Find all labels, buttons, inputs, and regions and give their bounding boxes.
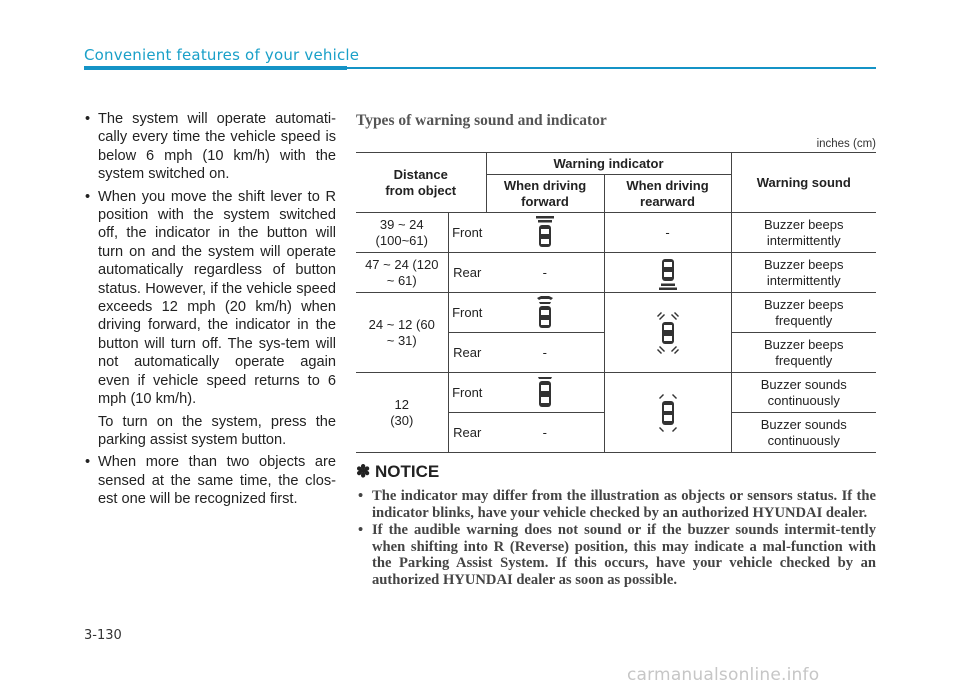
position-cell: Front [448,213,486,253]
rearward-indicator-cell [604,253,731,293]
sound-cell: Buzzer beeps frequently [731,293,876,333]
car-all-corners-frequent-icon [656,311,680,355]
rearward-indicator-cell [604,293,731,373]
sound-cell: Buzzer beeps intermittently [731,213,876,253]
car-front-frequent-icon [534,296,556,330]
forward-indicator-cell: - [486,333,604,373]
page-number: 3-130 [84,628,122,643]
bullet-item [84,110,336,184]
header-rule-thick [84,66,347,70]
header-warning-indicator: Warning indicator [486,153,731,175]
header-distance: Distance from object [356,153,486,213]
bullet-text: When you move the shift lever to R position with the system switched off, the indicator in the button will turn on and the system will operate automatically regardless of button status. However, if the vehicle speed exceeds 12 mph (20 km/h) when driving forward, the indicator in the button will turn off. The sys-tem will not automatically operate again even if vehicle speed returns to 6 mph (10 km/h). [98,188,336,408]
sound-cell: Buzzer sounds continuously [731,373,876,413]
distance-cell: 47 ~ 24 (120 ~ 61) [356,253,448,293]
position-cell: Rear [448,253,486,293]
instruction-bullets [84,110,336,513]
sound-cell: Buzzer sounds continuously [731,413,876,453]
notice-item: • If the audible warning does not sound or if the buzzer sounds intermit-tently when shifting into R (Reverse) position, this may indicate a mal-function with the Parking Assist System. If this occurs, have your vehicle checked by an authorized HYUNDAI dealer as soon as possible. [356,522,876,588]
table-heading: Types of warning sound and indicator [356,112,607,129]
car-rear-warning-icon [657,256,679,290]
car-front-continuous-icon [534,376,556,410]
car-all-corners-continuous-icon [657,392,679,434]
position-cell: Front [448,373,486,413]
bullet-item [84,453,336,508]
car-front-warning-icon [534,216,556,250]
position-cell: Rear [448,413,486,453]
header-rule-thin [347,67,876,69]
rearward-indicator-cell [604,373,731,453]
header-when-rearward: When driving rearward [604,175,731,213]
position-cell: Rear [448,333,486,373]
units-label: inches (cm) [816,138,876,150]
bullet-text: When more than two objects are sensed at the same time, the clos-est one will be recognized first. [98,454,336,508]
rearward-indicator-cell: - [604,213,731,253]
section-header-title: Convenient features of your vehicle [84,46,360,64]
header-warning-sound: Warning sound [731,153,876,213]
bullet-subtext: To turn on the system, press the parking assist system button. [98,413,336,448]
forward-indicator-cell: - [486,413,604,453]
header-when-forward: When driving forward [486,175,604,213]
sound-cell: Buzzer beeps frequently [731,333,876,373]
bullet-item [84,188,336,450]
watermark: carmanualsonline.info [627,665,820,685]
forward-indicator-cell [486,213,604,253]
forward-indicator-cell [486,373,604,413]
distance-cell: 24 ~ 12 (60 ~ 31) [356,293,448,373]
notice-list [356,488,876,590]
bullet-text: The system will operate automati-cally every time the vehicle speed is below 6 mph (10 km/h) with the system switched on. [98,111,336,183]
distance-cell: 12 (30) [356,373,448,453]
notice-item: • The indicator may differ from the illustration as objects or sensors status. If the indicator blinks, have your vehicle checked by an authorized HYUNDAI dealer. [356,488,876,521]
distance-cell: 39 ~ 24 (100~61) [356,213,448,253]
notice-title: ✽ NOTICE [356,462,440,481]
forward-indicator-cell: - [486,253,604,293]
forward-indicator-cell [486,293,604,333]
warning-table [356,152,876,453]
position-cell: Front [448,293,486,333]
sound-cell: Buzzer beeps intermittently [731,253,876,293]
